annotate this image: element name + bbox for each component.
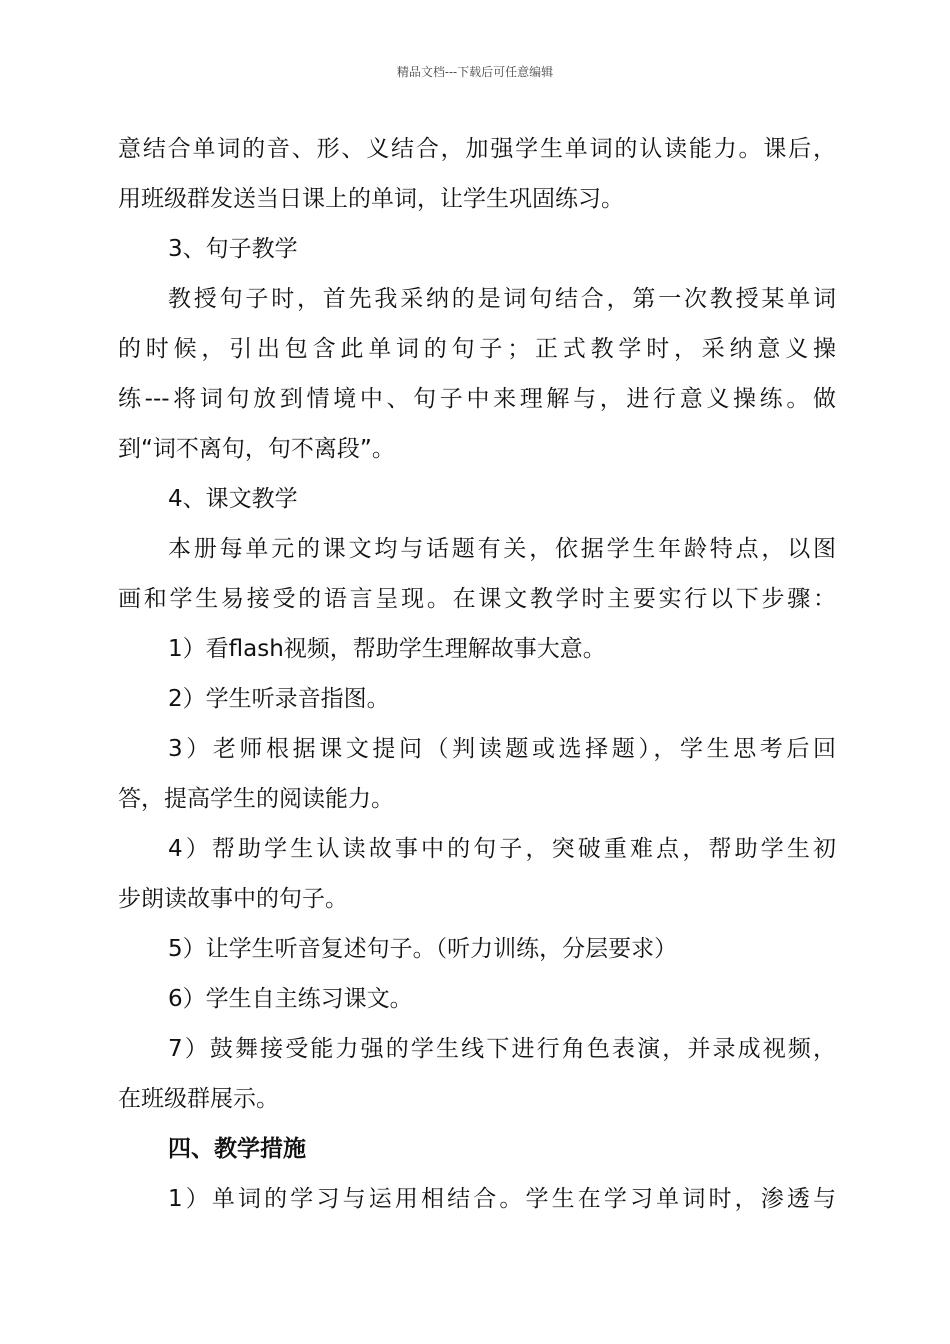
paragraph-line: 练---将词句放到情境中、句子中来理解与，进行意义操练。做 bbox=[118, 386, 836, 412]
section-heading-bold: 四、教学措施 bbox=[168, 1136, 306, 1162]
list-item: 3）老师根据课文提问（判读题或选择题），学生思考后回 bbox=[168, 736, 836, 762]
document-body bbox=[118, 127, 836, 1227]
list-item: 1）单词的学习与运用相结合。学生在学习单词时，渗透与 bbox=[168, 1186, 836, 1212]
paragraph-line: 本册每单元的课文均与话题有关，依据学生年龄特点，以图 bbox=[168, 536, 836, 562]
list-item: 6）学生自主练习课文。 bbox=[168, 986, 413, 1012]
list-item: 1）看flash视频，帮助学生理解故事大意。 bbox=[168, 636, 606, 662]
list-item: 5）让学生听音复述句子。（听力训练，分层要求） bbox=[168, 936, 678, 962]
paragraph-line: 到“词不离句，句不离段”。 bbox=[118, 436, 395, 462]
section-heading: 3、句子教学 bbox=[168, 236, 298, 262]
page-header: 精品文档---下载后可任意编辑 bbox=[396, 65, 554, 79]
paragraph-line: 教授句子时，首先我采纳的是词句结合，第一次教授某单词 bbox=[168, 286, 836, 312]
paragraph-line: 在班级群展示。 bbox=[118, 1086, 279, 1112]
paragraph-line: 的时候，引出包含此单词的句子；正式教学时，采纳意义操 bbox=[118, 336, 836, 362]
paragraph-line: 答，提高学生的阅读能力。 bbox=[118, 786, 394, 812]
section-heading: 4、课文教学 bbox=[168, 486, 298, 512]
list-item: 2）学生听录音指图。 bbox=[168, 686, 390, 712]
list-item: 4）帮助学生认读故事中的句子，突破重难点，帮助学生初 bbox=[168, 836, 836, 862]
paragraph-line: 步朗读故事中的句子。 bbox=[118, 886, 348, 912]
paragraph-line: 意结合单词的音、形、义结合，加强学生单词的认读能力。课后， bbox=[118, 136, 836, 162]
list-item: 7）鼓舞接受能力强的学生线下进行角色表演，并录成视频， bbox=[168, 1036, 836, 1062]
paragraph-line: 画和学生易接受的语言呈现。在课文教学时主要实行以下步骤： bbox=[118, 586, 836, 612]
paragraph-line: 用班级群发送当日课上的单词，让学生巩固练习。 bbox=[118, 186, 624, 212]
